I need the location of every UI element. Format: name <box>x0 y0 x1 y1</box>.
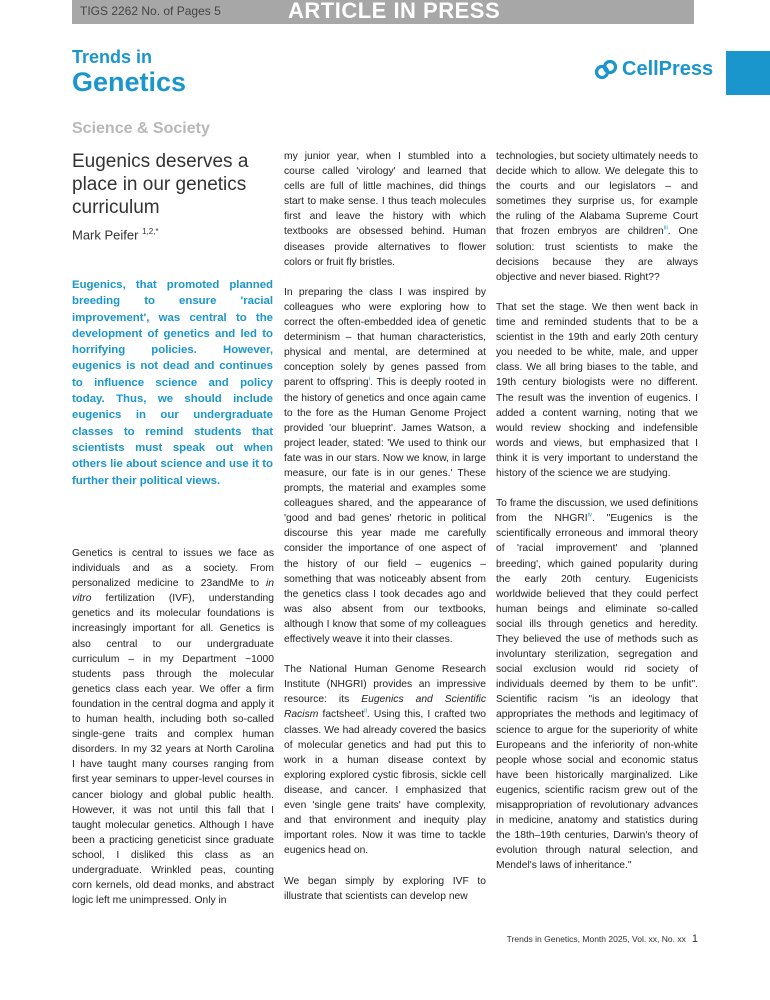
paragraph-6 <box>496 496 698 873</box>
p3-text-b: factsheet <box>318 709 365 721</box>
manuscript-id: TIGS 2262 No. of Pages 5 <box>80 4 221 18</box>
page-footer <box>507 933 698 945</box>
article-in-press-banner: ARTICLE IN PRESS <box>288 0 501 23</box>
reference-link-iii[interactable]: iii <box>663 226 668 233</box>
section-label: Science & Society <box>72 120 210 137</box>
paragraph-4-continued <box>496 149 698 285</box>
p1-text-a: Genetics is central to issues we face as individuals and as a society. From personalized medicine to 23andMe to <box>72 548 274 590</box>
publisher-name: CellPress <box>622 58 714 80</box>
p4-text-a: technologies, but society ultimately needs to decide which to allow. We delegate this to the courts and our legislators – and sometimes they surprise us, for example the ruling of the Alabama Supreme Court that frozen embryos are children <box>496 151 698 238</box>
paragraph-5: That set the stage. We then went back in time and reminded students that to be a scientist in the 19th and early 20th century you needed to be white, male, and upper class. We all bring biases to the table, and 19th century biologists were no different. The result was the invention of eugenics. I added a content warning, noting that we would review shocking and indefensible words and views, but emphasized that I think it is very important to understand the history of the science we are studying. <box>496 301 698 479</box>
page-edge-tab <box>726 51 770 95</box>
p1-emphasis: in vitro <box>72 578 274 605</box>
paragraph-2 <box>284 285 486 647</box>
column-1 <box>72 546 274 908</box>
p6-text-b: . "Eugenics is the scientifically erroneous and immoral theory of 'racial improvement' and 'planned breeding', which gained popularity during the early 20th century. Eugenicists worldwide believed that they could perfect human beings and eliminate so-called social ills through genetics and heredity. They believed the use of methods such as involuntary sterilization, segregation and social exclusion would rid society of individuals deemed by them to be unfit". Scientific racism "is an ideology that appropriates the methods and legitimacy of science to argue for the superiority of white Europeans and the inferiority of non-white people whose social and economic status have been historically marginalized. Like eugenics, scientific racism grew out of the misappropriation of revolutionary advances in medicine, anatomy and statistics during the 18th–19th centuries, Darwin's theory of evolution through natural selection, and Mendel's laws of inheritance." <box>496 513 698 872</box>
reference-link-ii[interactable]: ii <box>364 709 367 716</box>
author-affiliation-marks: 1,2,* <box>142 227 159 236</box>
paragraph-1 <box>72 546 274 908</box>
paragraph-4: We began simply by exploring IVF to illustrate that scientists can develop new <box>284 875 486 902</box>
journal-title-line2: Genetics <box>72 67 187 97</box>
column-3 <box>496 149 698 874</box>
journal-title-line1: Trends in <box>72 47 153 67</box>
author-name: Mark Peifer <box>72 227 139 243</box>
page-number: 1 <box>691 933 698 945</box>
cellpress-logo-icon <box>594 59 618 81</box>
footer-citation: Trends in Genetics, Month 2025, Vol. xx, No. xx <box>506 934 686 944</box>
p3-emphasis: Eugenics and Scientific Racism <box>284 694 486 721</box>
p6-text-a: To frame the discussion, we used definitions from the NHGRI <box>496 498 698 525</box>
p2-text-b: . This is deeply rooted in the history of genetics and once again came to the fore as the Human Genome Project provided 'our blueprint'. James Watson, a project leader, stated: 'We used to think our fate was in our stars. Now we know, in large measure, our fate is in our genes.' These prompts, the material and examples some colleagues shared, and the appearance of 'good and bad genes' rhetoric in political discourse this year made me carefully consider the importance of one aspect of the history of our field – eugenics – something that was noticeably absent from the genetics class I took decades ago and was also absent from our textbooks, although I know that some of my colleagues effectively weave it into their classes. <box>284 377 487 645</box>
paragraph-1-continued: my junior year, when I stumbled into a course called 'virology' and learned that cells are full of little machines, did things start to make sense. I thus teach molecules first and leave the history with which textbooks are obsessed behind. Human diseases provide alternatives to flower colors or fruit fly bristles. <box>284 151 486 268</box>
abstract: Eugenics, that promoted planned breeding to ensure 'racial improvement', was central to the development of genetics and led to horrifying policies. However, eugenics is not dead and continues to influence science and policy today. Thus, we should include eugenics in our undergraduate classes to remind students that scientists must speak out when others lie about science and use it to further their political views. <box>72 279 273 487</box>
reference-link-i[interactable]: i <box>368 376 370 383</box>
journal-title <box>72 48 186 96</box>
p3-text-c: . Using this, I crafted two classes. We had already covered the basics of molecular genetics and had put this to work in a human disease context by exploring explored cystic fibrosis, sickle cell disease, and cancer. I emphasized that even 'single gene traits' have complexity, and that environment and inequity play important roles. Now it was time to tackle eugenics head on. <box>284 709 486 857</box>
paragraph-3 <box>284 662 486 858</box>
p3-text-a: The National Human Genome Research Institute (NHGRI) provides an impressive resource: its <box>284 664 486 706</box>
reference-link-iv[interactable]: iv <box>587 512 593 519</box>
column-2 <box>284 149 486 904</box>
article-title: Eugenics deserves a place in our genetics curriculum <box>72 151 249 218</box>
publisher-logo <box>594 58 713 81</box>
p1-text-b: fertilization (IVF), understanding genetics and its molecular foundations is increasingly important for all. Genetics is also central to our undergraduate curriculum – in my Department ~1000 students pass through the molecular genetics class each year. We offer a firm foundation in the central dogma and apply it to human health, including both so-called single-gene traits and complex human disorders. In my 32 years at North Carolina I have taught many courses ranging from first year seminars to upper-level courses in cancer biology and global public health. However, it was not until this fall that I taught molecular genetics. Although I have been a practicing geneticist since graduate school, I disliked this class as an undergraduate. Wrinkled peas, counting corn kernels, old dead monks, and abstract logic left me unimpressed. Only in <box>72 593 274 907</box>
author-line <box>72 227 159 242</box>
p2-text-a: In preparing the class I was inspired by colleagues who were exploring how to correct the often-embedded idea of genetic determinism – that human characteristics, physical and mental, are determined at conception solely by genes passed from parent to offspring <box>284 286 486 389</box>
p4-text-b: . One solution: trust scientists to make the decisions because they are always objective and never biased. Right?? <box>496 226 698 283</box>
